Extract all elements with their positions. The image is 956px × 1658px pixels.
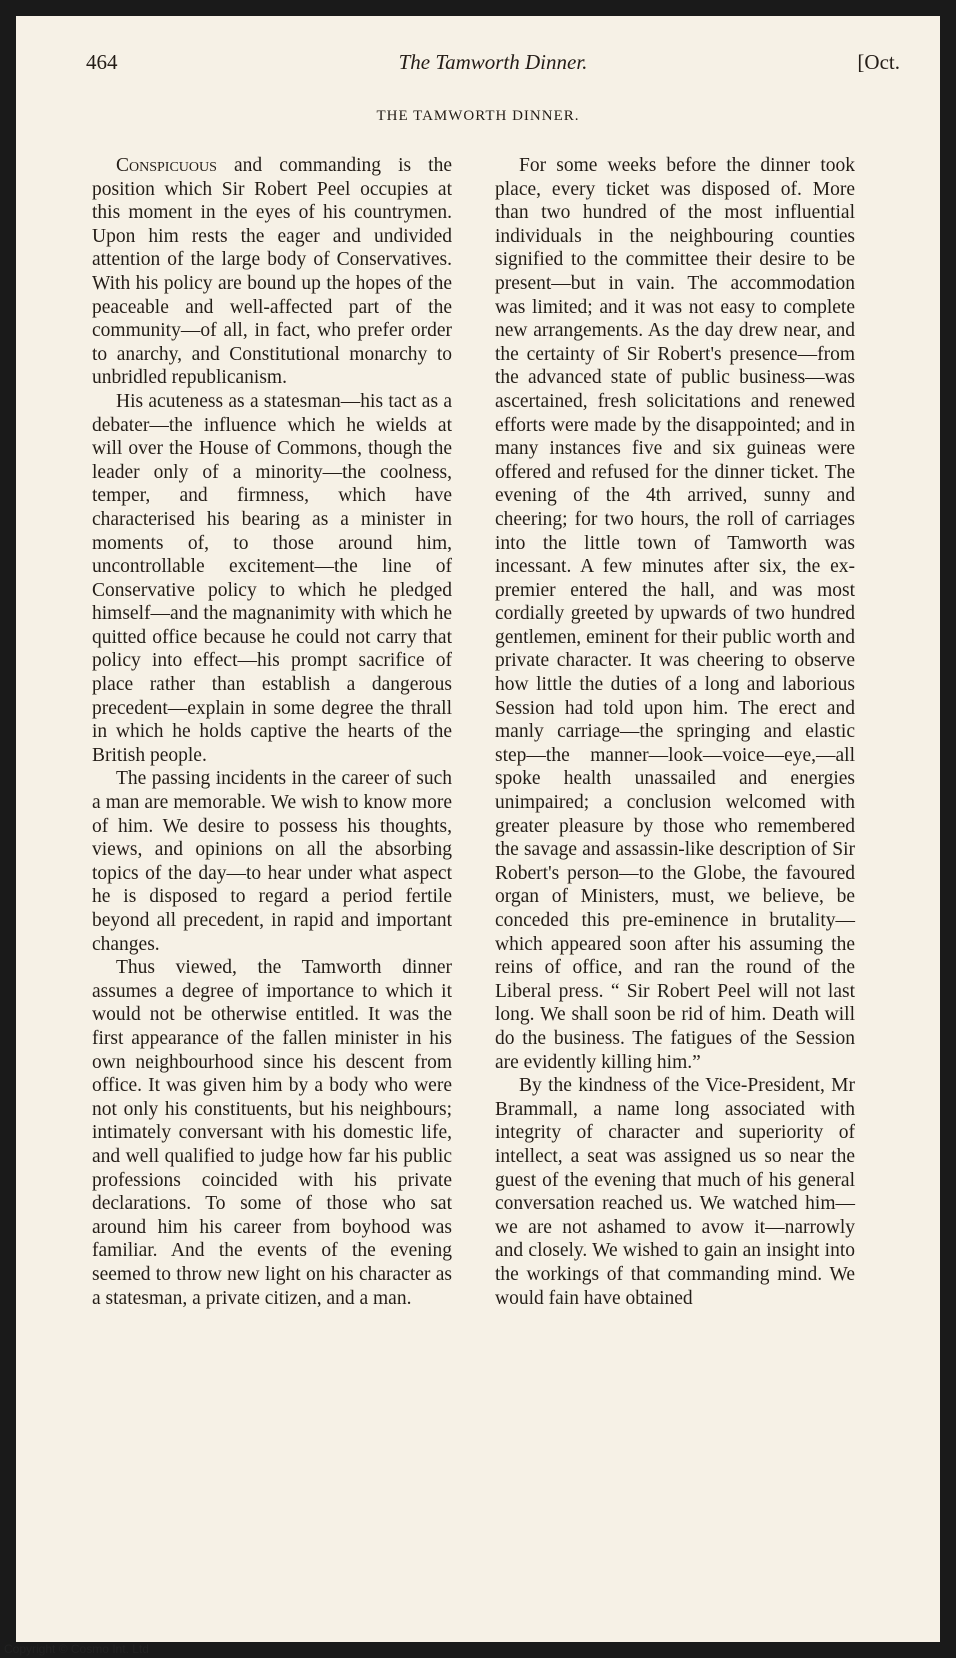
paragraph: By the kindness of the Vice-President, Mr Brammall, a name long associated with integrity of character and superiority of intellect, a seat was assigned us so near the guest of the evening that much of his general conversation reached us. We watched him—we are not ashamed to avow it—narrowly and closely. We wished to gain an insight into the workings of that commanding mind. We would fain have obtained	[495, 1075, 855, 1309]
left-column	[92, 154, 452, 1310]
paragraph: For some weeks before the dinner took place, every ticket was disposed of. More than two hundred of the most influential individuals in the neighbouring counties signified to the committee their desire to be present—but in vain. The accommodation was limited; and it was not easy to complete new arrangements. As the day drew near, and the certainty of Sir Robert's presence—from the advanced state of public business—was ascertained, fresh solicitations and renewed efforts were made by the disappointed; and in many instances five and six guineas were offered and refused for the dinner ticket. The evening of the 4th arrived, sunny and cheering; for two hours, the roll of carriages into the little town of Tamworth was incessant. A few minutes after six, the ex-premier entered the hall, and was most cordially greeted by upwards of two hundred gentlemen, eminent for their public worth and private character. It was cheering to observe how little the duties of a long and laborious Session had told upon him. The erect and manly carriage—the springing and elastic step—the manner—look—voice—eye,—all spoke health unassailed and energies unimpaired; a conclusion welcomed with greater pleasure by those who remembered the savage and assassin-like description of Sir Robert's person—to the Globe, the favoured organ of Ministers, must, we believe, be conceded this pre-eminence in brutality—which appeared soon after his assuming the reins of office, and ran the round of the Liberal press. “ Sir Robert Peel will not last long. We shall soon be rid of him. Death will do the business. The fatigues of the Session are evidently killing him.”	[495, 155, 855, 1073]
article-title: THE TAMWORTH DINNER.	[376, 108, 580, 124]
running-header	[86, 42, 900, 82]
paragraph-text: and commanding is the position which Sir Robert Peel occupies at this moment in the eyes of his countrymen. Upon him rests the eager and undivided attention of the large body of Conservatives. With his policy are bound up the hopes of the peaceable and well-affected part of the community—of all, in fact, who prefer order to anarchy, and Constitutional monarchy to unbridled republicanism.	[92, 155, 452, 389]
copyright-footer: Copyright © Cosmo Int. Ltd	[4, 1642, 149, 1656]
paragraph: Thus viewed, the Tamworth dinner assumes a degree of importance to which it would not be otherwise entitled. It was the first appearance of the fallen minister in his own neighbourhood since his descent from office. It was given him by a body who were not only his constituents, but his neighbours; intimately conversant with his domestic life, and well qualified to judge how far his public professions coincided with his private declarations. To some of those who sat around him his career from boyhood was familiar. And the events of the evening seemed to throw new light on his character as a statesman, a private citizen, and a man.	[92, 957, 452, 1309]
running-title: The Tamworth Dinner.	[398, 50, 588, 74]
month-label: [Oct.	[857, 50, 900, 74]
paragraph: The passing incidents in the career of such a man are memorable. We wish to know more of him. We desire to possess his thoughts, views, and opinions on all the absorbing topics of the day—to hear under what aspect he is disposed to regard a period fertile beyond all precedent, in rapid and important changes.	[92, 768, 452, 955]
page-number: 464	[86, 50, 118, 74]
page	[16, 16, 940, 1642]
paragraph: His acuteness as a statesman—his tact as a debater—the influence which he wields at will over the House of Commons, though the leader only of a minority—the coolness, temper, and firmness, which have characterised his bearing as a minister in moments of, to those around him, uncontrollable excitement—the line of Conservative policy to which he pledged himself—and the magnanimity with which he quitted office because he could not carry that policy into effect—his prompt sacrifice of place rather than establish a dangerous precedent—explain in some degree the thrall in which he holds captive the hearts of the British people.	[92, 390, 452, 766]
drop-lead-word: Conspicuous	[116, 155, 217, 176]
right-column	[495, 154, 855, 1310]
paragraph	[92, 154, 452, 390]
